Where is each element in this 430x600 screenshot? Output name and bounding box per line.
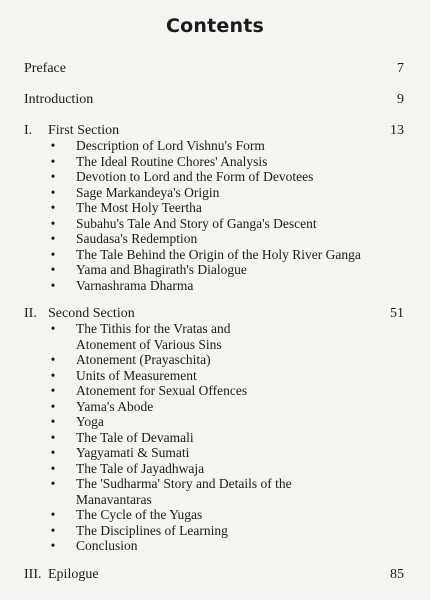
toc-item-text: Manavantaras [76,491,152,507]
toc-section-label [24,123,119,138]
toc-item[interactable] [48,414,406,430]
toc-item[interactable] [48,138,406,154]
bullet-icon: • [50,215,56,231]
bullet-icon: • [50,169,56,184]
toc-item[interactable] [48,169,406,185]
bullet-icon: • [50,522,56,538]
toc-entry-preface[interactable] [24,61,406,76]
toc-section-number: III. [24,566,42,582]
bullet-icon: • [50,398,56,414]
bullet-icon: • [50,507,56,522]
toc-item-text: Units of Measurement [76,367,197,383]
toc-item-text: The Disciplines of Learning [76,522,228,538]
toc-item[interactable] [48,200,406,216]
toc-section-page: 51 [390,306,404,321]
bullet-icon: • [50,367,56,383]
toc-section-heading[interactable] [24,567,406,582]
toc-item[interactable] [48,476,406,507]
toc-item[interactable] [48,321,406,352]
bullet-icon: • [50,184,56,200]
toc-section-heading[interactable] [24,123,406,138]
bullet-icon: • [50,262,56,277]
toc-item-text: The Ideal Routine Chores' Analysis [76,153,268,169]
bullet-icon: • [50,277,56,293]
toc-item-text: The Tale Behind the Origin of the Holy River Ganga [76,246,361,262]
toc-item-text: Yama and Bhagirath's Dialogue [76,262,247,277]
toc-item[interactable] [48,231,406,247]
bullet-icon: • [50,414,56,429]
toc-item-text: Saudasa's Redemption [76,231,198,246]
toc-entry-page: 9 [397,92,404,107]
toc-item-text: Yagyamati & Sumati [76,445,190,460]
toc-item[interactable] [48,278,406,294]
toc-section-title: Epilogue [48,566,99,582]
toc-entry-introduction[interactable] [24,92,406,107]
toc-section-number: I. [24,123,33,138]
bullet-icon: • [50,138,56,153]
bullet-icon: • [50,460,56,476]
bullet-icon: • [50,445,56,460]
toc-item[interactable] [48,216,406,232]
toc-item-text: The Tale of Jayadhwaja [76,460,205,476]
bullet-icon: • [50,383,56,398]
toc-item[interactable] [48,185,406,201]
toc-entry-label: Preface [24,61,66,76]
toc-item-text: The Most Holy Teertha [76,200,202,215]
bullet-icon: • [50,231,56,246]
toc-section-number: II. [24,306,37,321]
toc-item-text: Varnashrama Dharma [76,277,194,293]
toc-item-list [24,138,406,293]
toc-item-text: The Cycle of the Yugas [76,507,203,522]
bullet-icon: • [50,153,56,169]
toc-entry-page: 7 [397,61,404,76]
bullet-icon: • [50,246,56,262]
toc-section-page: 13 [390,123,404,138]
bullet-icon: • [50,352,56,367]
bullet-icon: • [50,321,56,336]
toc-item-text: Sage Markandeya's Origin [76,184,220,200]
toc-section [24,567,406,582]
toc-item-text: Devotion to Lord and the Form of Devotees [76,169,314,184]
toc-item-text: Yoga [76,414,104,429]
toc-item[interactable] [48,262,406,278]
toc-section-page: 85 [390,566,404,582]
toc-item[interactable] [48,507,406,523]
toc-item-list [24,321,406,554]
bullet-icon: • [50,476,56,491]
toc-item-text: The Tithis for the Vratas and [76,321,231,336]
toc-item[interactable] [48,523,406,539]
toc-item[interactable] [48,154,406,170]
toc-item[interactable] [48,247,406,263]
bullet-icon: • [50,429,56,445]
bullet-icon: • [50,538,56,553]
toc-item[interactable] [48,461,406,477]
toc-item[interactable] [48,383,406,399]
toc-item[interactable] [48,399,406,415]
bullet-icon: • [50,200,56,215]
toc-item[interactable] [48,538,406,554]
toc-item[interactable] [48,368,406,384]
toc-item-text: The Tale of Devamali [76,429,194,445]
toc-section [24,123,406,293]
toc-item-text: Atonement (Prayaschita) [76,352,211,367]
toc-section-heading[interactable] [24,306,406,321]
toc-item-text: Atonement of Various Sins [76,336,222,352]
toc-sections [24,123,406,582]
toc-item-text: Atonement for Sexual Offences [76,383,248,398]
toc-section-title: Second Section [48,306,135,321]
toc-item-text: Yama's Abode [76,398,154,414]
toc-section-label [24,567,99,582]
toc-item-text: Description of Lord Vishnu's Form [76,138,265,153]
toc-item[interactable] [48,352,406,368]
toc-item-text: Subahu's Tale And Story of Ganga's Descent [76,215,317,231]
toc-entry-label: Introduction [24,92,94,107]
toc-section [24,306,406,554]
toc-section-label [24,306,135,321]
toc-item-text: The 'Sudharma' Story and Details of the [76,476,292,491]
page-title: Contents [165,15,264,37]
toc-item-text: Conclusion [76,538,138,553]
toc-item[interactable] [48,445,406,461]
toc-item[interactable] [48,430,406,446]
toc-section-title: First Section [48,123,120,138]
